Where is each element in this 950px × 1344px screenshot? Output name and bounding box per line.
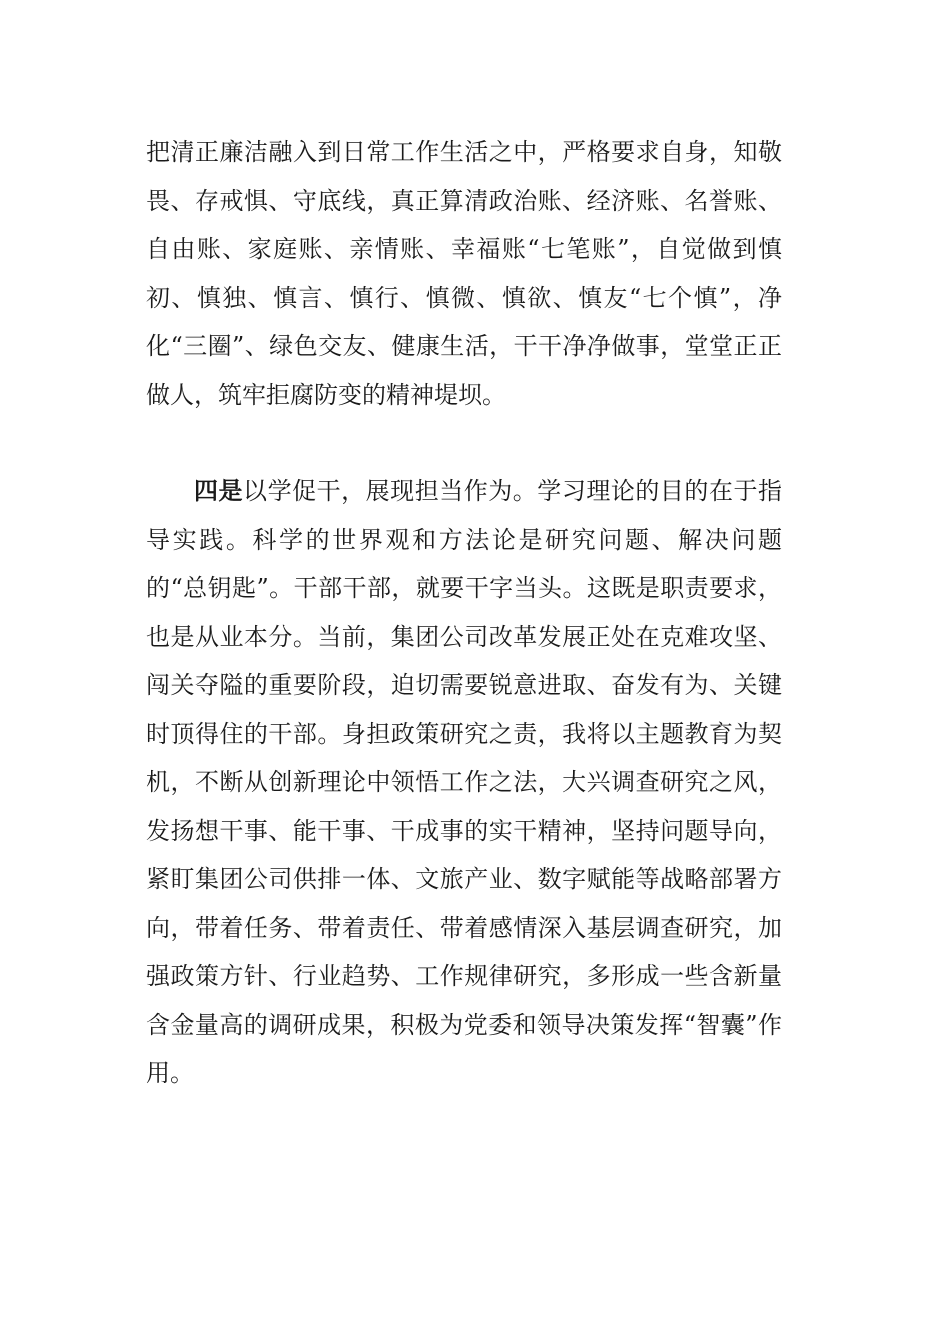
paragraph-section-four <box>146 467 782 1098</box>
paragraph-text: 以学促干，展现担当作为。学习理论的目的在于指导实践。科学的世界观和方法论是研究问题、解决问题的“总钥匙”。干部干部，就要干字当头。这既是职责要求，也是从业本分。当前，集团公司改革发展正处在克难攻坚、闯关夺隘的重要阶段，迫切需要锐意进取、奋发有为、关键时顶得住的干部。身担政策研究之责，我将以主题教育为契机，不断从创新理论中领悟工作之法，大兴调查研究之风，发扬想干事、能干事、干成事的实干精神，坚持问题导向，紧盯集团公司供排一体、文旅产业、数字赋能等战略部署方向，带着任务、带着责任、带着感情深入基层调查研究，加强政策方针、行业趋势、工作规律研究，多形成一些含新量含金量高的调研成果，积极为党委和领导决策发挥“智囊”作用。 <box>146 477 783 1087</box>
document-page <box>146 128 782 1098</box>
paragraph-continuation <box>146 128 782 419</box>
paragraph-text: 把清正廉洁融入到日常工作生活之中，严格要求自身，知敬畏、存戒惧、守底线，真正算清政治账、经济账、名誉账、自由账、家庭账、亲情账、幸福账“七笔账”，自觉做到慎初、慎独、慎言、慎行、慎微、慎欲、慎友“七个慎”，净化“三圈”、绿色交友、健康生活，干干净净做事，堂堂正正做人，筑牢拒腐防变的精神堤坝。 <box>146 138 782 409</box>
paragraph-lead: 四是 <box>194 476 244 505</box>
